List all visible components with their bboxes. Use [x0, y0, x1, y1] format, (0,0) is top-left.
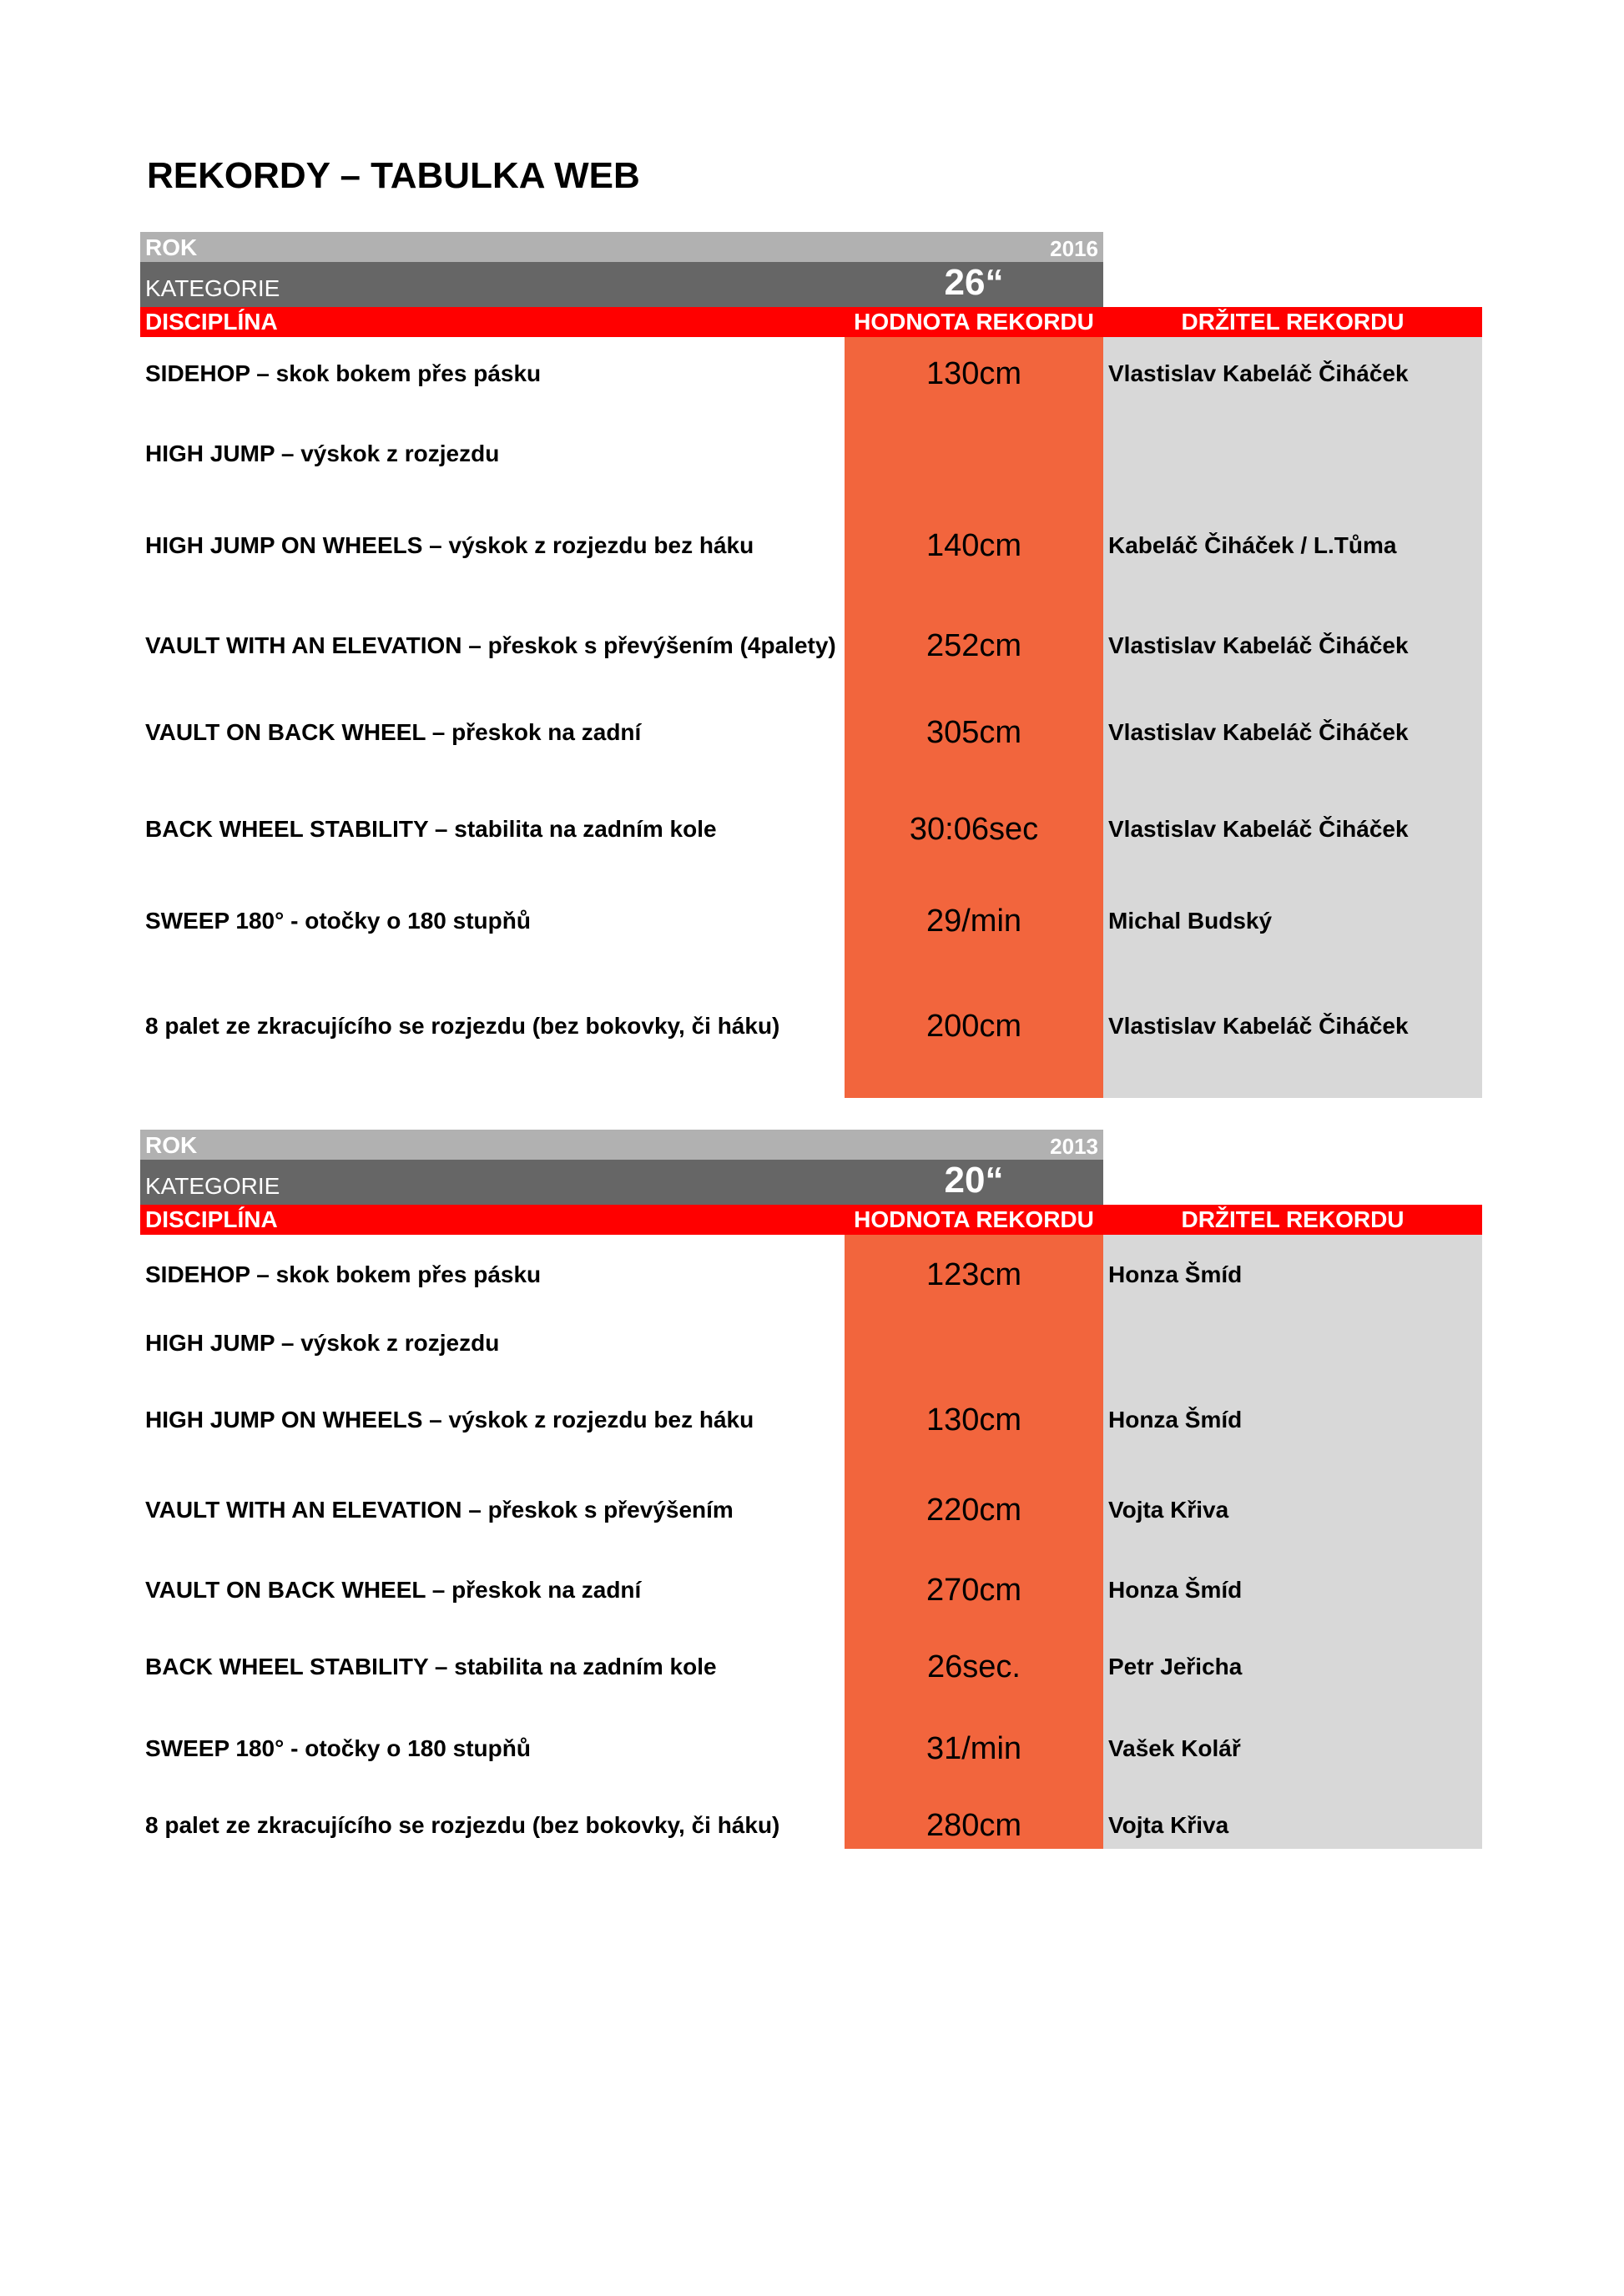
record-value-cell: 140cm: [925, 528, 1022, 563]
category-row: [140, 1160, 1103, 1205]
table-row: [140, 1395, 1482, 1445]
table-row: [140, 429, 1482, 479]
table-row: [140, 707, 1482, 758]
record-value-cell: 280cm: [925, 1808, 1022, 1843]
discipline-cell: HIGH JUMP – výskok z rozjezdu: [145, 441, 500, 466]
record-holder-cell: Vlastislav Kabeláč Čiháček: [1108, 360, 1409, 386]
record-holder-cell: Vlastislav Kabeláč Čiháček: [1108, 816, 1409, 842]
record-holder-cell: Vojta Křiva: [1108, 1497, 1229, 1523]
category-value: 26“: [944, 262, 1004, 303]
discipline-cell: VAULT WITH AN ELEVATION – přeskok s převýšením: [145, 1497, 734, 1523]
record-value-cell: 200cm: [925, 1009, 1022, 1044]
discipline-cell: 8 palet ze zkracujícího se rozjezdu (bez bokovky, či háku): [145, 1013, 780, 1039]
record-holder-cell: Kabeláč Čiháček / L.Tůma: [1108, 532, 1397, 558]
header-discipline: DISCIPLÍNA: [145, 309, 278, 335]
header-record-holder: DRŽITEL REKORDU: [1181, 309, 1405, 335]
category-value: 20“: [944, 1160, 1004, 1201]
discipline-cell: BACK WHEEL STABILITY – stabilita na zadním kole: [145, 816, 717, 842]
table-row: [140, 1724, 1482, 1774]
category-label: KATEGORIE: [145, 275, 280, 301]
record-value-cell: 270cm: [925, 1573, 1022, 1608]
table-row: [140, 349, 1482, 399]
table-header-row: [140, 1205, 1482, 1235]
record-value-cell: 29/min: [925, 904, 1022, 939]
discipline-cell: SIDEHOP – skok bokem přes pásku: [145, 1261, 542, 1287]
header-discipline: DISCIPLÍNA: [145, 1206, 278, 1232]
year-label: ROK: [145, 234, 198, 260]
record-value-cell: 252cm: [925, 628, 1022, 663]
discipline-cell: VAULT ON BACK WHEEL – přeskok na zadní: [145, 719, 642, 745]
table-row: [140, 1001, 1482, 1051]
table-row: [140, 1642, 1482, 1692]
record-value-cell: 123cm: [925, 1257, 1022, 1292]
page-title: REKORDY – TABULKA WEB: [147, 155, 640, 196]
record-value-cell: 220cm: [925, 1493, 1022, 1528]
discipline-cell: SWEEP 180° - otočky o 180 stupňů: [145, 1735, 531, 1761]
discipline-cell: 8 palet ze zkracujícího se rozjezdu (bez bokovky, či háku): [145, 1812, 780, 1838]
table-row: [140, 1250, 1482, 1300]
table-row: [140, 1318, 1482, 1368]
record-holder-cell: Vašek Kolář: [1108, 1735, 1241, 1761]
table-row: [140, 1565, 1482, 1615]
record-value-cell: 31/min: [925, 1731, 1022, 1766]
record-holder-cell: Honza Šmíd: [1108, 1407, 1243, 1432]
table-row: [140, 896, 1482, 946]
year-label: ROK: [145, 1132, 198, 1158]
discipline-cell: HIGH JUMP – výskok z rozjezdu: [145, 1330, 500, 1356]
record-holder-cell: Honza Šmíd: [1108, 1261, 1243, 1287]
record-holder-cell: Vlastislav Kabeláč Čiháček: [1108, 1013, 1409, 1039]
record-holder-cell: Vlastislav Kabeláč Čiháček: [1108, 632, 1409, 658]
header-record-holder: DRŽITEL REKORDU: [1181, 1206, 1405, 1232]
record-holder-cell: Michal Budský: [1108, 908, 1273, 934]
year-value: 2016: [1050, 236, 1098, 261]
table-row: [140, 1485, 1482, 1535]
record-value-cell: 130cm: [925, 1402, 1022, 1438]
record-holder-cell: Vlastislav Kabeláč Čiháček: [1108, 719, 1409, 745]
table-row: [140, 804, 1482, 854]
discipline-cell: HIGH JUMP ON WHEELS – výskok z rozjezdu bez háku: [145, 1407, 754, 1432]
year-row: [140, 232, 1103, 262]
record-holder-cell: Vojta Křiva: [1108, 1812, 1229, 1838]
header-record-value: HODNOTA REKORDU: [854, 309, 1094, 335]
discipline-cell: BACK WHEEL STABILITY – stabilita na zadním kole: [145, 1654, 717, 1679]
table-header-row: [140, 307, 1482, 337]
table-row: [140, 621, 1482, 671]
record-value-cell: 130cm: [925, 356, 1022, 391]
category-row: [140, 262, 1103, 307]
year-row: [140, 1130, 1103, 1160]
category-label: KATEGORIE: [145, 1173, 280, 1199]
record-value-cell: 26sec.: [927, 1649, 1021, 1684]
discipline-cell: SIDEHOP – skok bokem přes pásku: [145, 360, 542, 386]
record-value-cell: 305cm: [925, 715, 1022, 750]
year-value: 2013: [1050, 1134, 1098, 1159]
record-holder-cell: Honza Šmíd: [1108, 1577, 1243, 1603]
discipline-cell: HIGH JUMP ON WHEELS – výskok z rozjezdu bez háku: [145, 532, 754, 558]
table-row: [140, 521, 1482, 571]
record-value-cell: 30:06sec: [909, 812, 1039, 847]
table-row: [140, 1800, 1482, 1850]
header-record-value: HODNOTA REKORDU: [854, 1206, 1094, 1232]
record-holder-cell: Petr Jeřicha: [1108, 1654, 1243, 1679]
discipline-cell: VAULT WITH AN ELEVATION – přeskok s převýšením (4palety): [145, 632, 836, 658]
discipline-cell: VAULT ON BACK WHEEL – přeskok na zadní: [145, 1577, 642, 1603]
discipline-cell: SWEEP 180° - otočky o 180 stupňů: [145, 908, 531, 934]
